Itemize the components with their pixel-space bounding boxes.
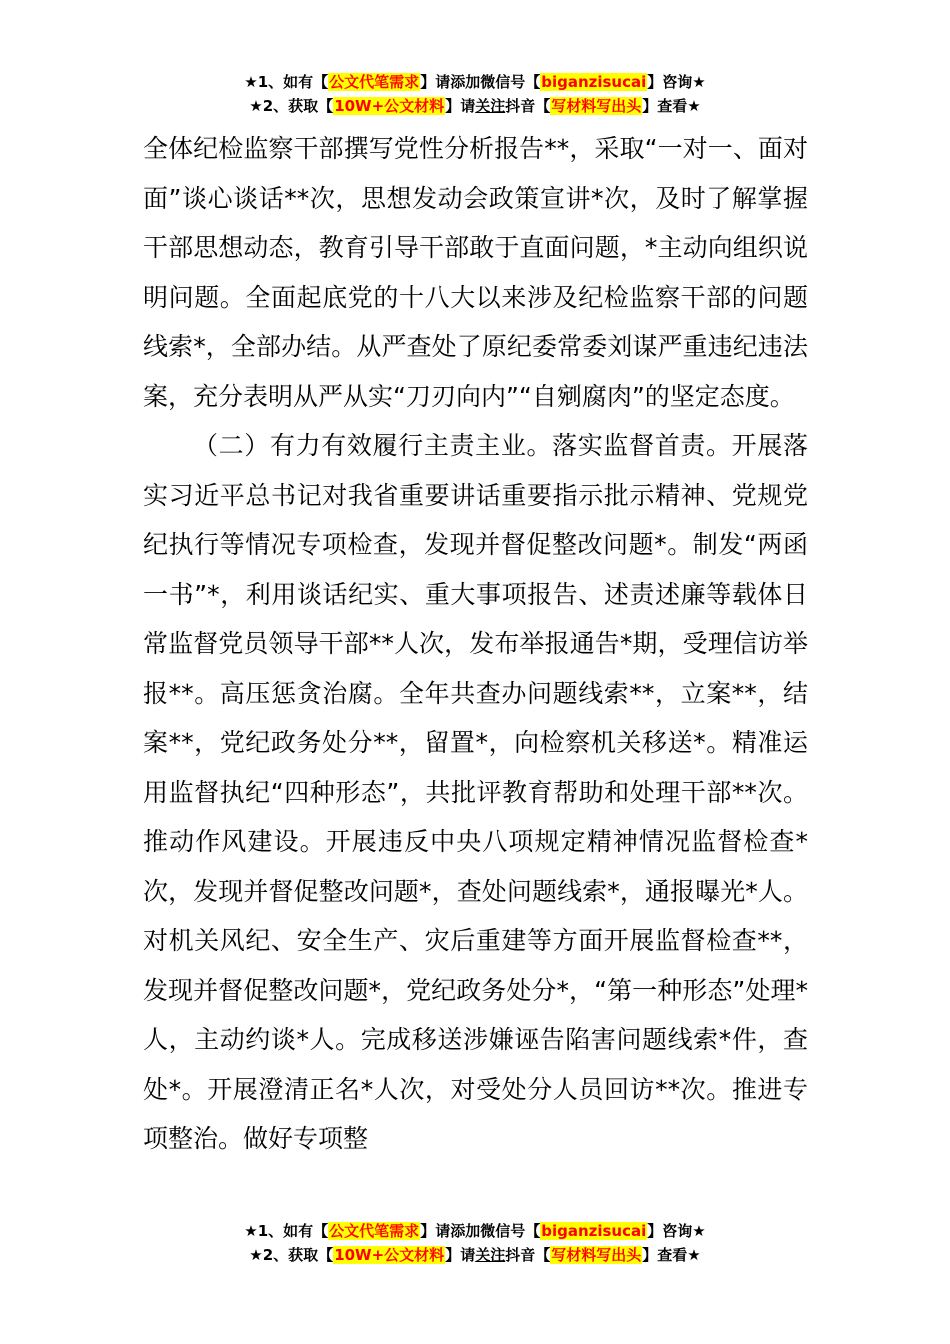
- banner-line-2: [0, 1243, 950, 1267]
- banner-highlight: 公文代笔需求: [329, 1222, 420, 1240]
- banner-line-1: [0, 1219, 950, 1243]
- banner-text: ★2、获取【: [249, 1246, 334, 1264]
- banner-text: 抖音【: [505, 97, 551, 115]
- banner-text: 】请: [445, 97, 476, 115]
- banner-text: 】查看★: [642, 97, 701, 115]
- bottom-banner: [0, 1219, 950, 1267]
- banner-highlight-wechat: biganzisucai: [541, 73, 647, 91]
- banner-text: ★1、如有【: [244, 1222, 329, 1240]
- banner-text: 】咨询★: [647, 1222, 706, 1240]
- banner-underlined: 关注: [475, 97, 506, 115]
- banner-highlight: 10W+公文材料: [334, 1246, 445, 1264]
- banner-highlight: 10W+公文材料: [334, 97, 445, 115]
- banner-underlined: 关注: [475, 1246, 506, 1264]
- banner-line-2: [0, 94, 950, 118]
- banner-text: ★2、获取【: [249, 97, 334, 115]
- banner-text: 】请添加微信号【: [420, 1222, 541, 1240]
- banner-text: ★1、如有【: [244, 73, 329, 91]
- top-banner: [0, 70, 950, 118]
- banner-text: 】查看★: [642, 1246, 701, 1264]
- document-body: [143, 124, 808, 1164]
- banner-highlight-douyin: 写材料写出头: [551, 1246, 642, 1264]
- banner-text: 】咨询★: [647, 73, 706, 91]
- banner-highlight-douyin: 写材料写出头: [551, 97, 642, 115]
- paragraph-2: （二）有力有效履行主责主业。落实监督首责。开展落实习近平总书记对我省重要讲话重要指示批示精神、党规党纪执行等情况专项检查，发现并督促整改问题*。制发“两函一书”*，利用谈话纪实、重大事项报告、述责述廉等载体日常监督党员领导干部**人次，发布举报通告*期，受理信访举报**。高压惩贪治腐。全年共查办问题线索**，立案**，结案**，党纪政务处分**，留置*，向检察机关移送*。精准运用监督执纪“四种形态”，共批评教育帮助和处理干部**次。推动作风建设。开展违反中央八项规定精神情况监督检查*次，发现并督促整改问题*，查处问题线索*，通报曝光*人。对机关风纪、安全生产、灾后重建等方面开展监督检查**，发现并督促整改问题*，党纪政务处分*，“第一种形态”处理*人，主动约谈*人。完成移送涉嫌诬告陷害问题线索*件，查处*。开展澄清正名*人次，对受处分人员回访**次。推进专项整治。做好专项整: [143, 431, 808, 1153]
- banner-text: 】请: [445, 1246, 476, 1264]
- banner-highlight-wechat: biganzisucai: [541, 1222, 647, 1240]
- banner-highlight: 公文代笔需求: [329, 73, 420, 91]
- paragraph-1: 全体纪检监察干部撰写党性分析报告**，采取“一对一、面对面”谈心谈话**次，思想发动会政策宣讲*次，及时了解掌握干部思想动态，教育引导干部敢于直面问题，*主动向组织说明问题。全面起底党的十八大以来涉及纪检监察干部的问题线索*，全部办结。从严查处了原纪委常委刘谋严重违纪违法案，充分表明从严从实“刀刃向内”“自剜腐肉”的坚定态度。: [143, 134, 808, 411]
- banner-text: 】请添加微信号【: [420, 73, 541, 91]
- banner-line-1: [0, 70, 950, 94]
- banner-text: 抖音【: [505, 1246, 551, 1264]
